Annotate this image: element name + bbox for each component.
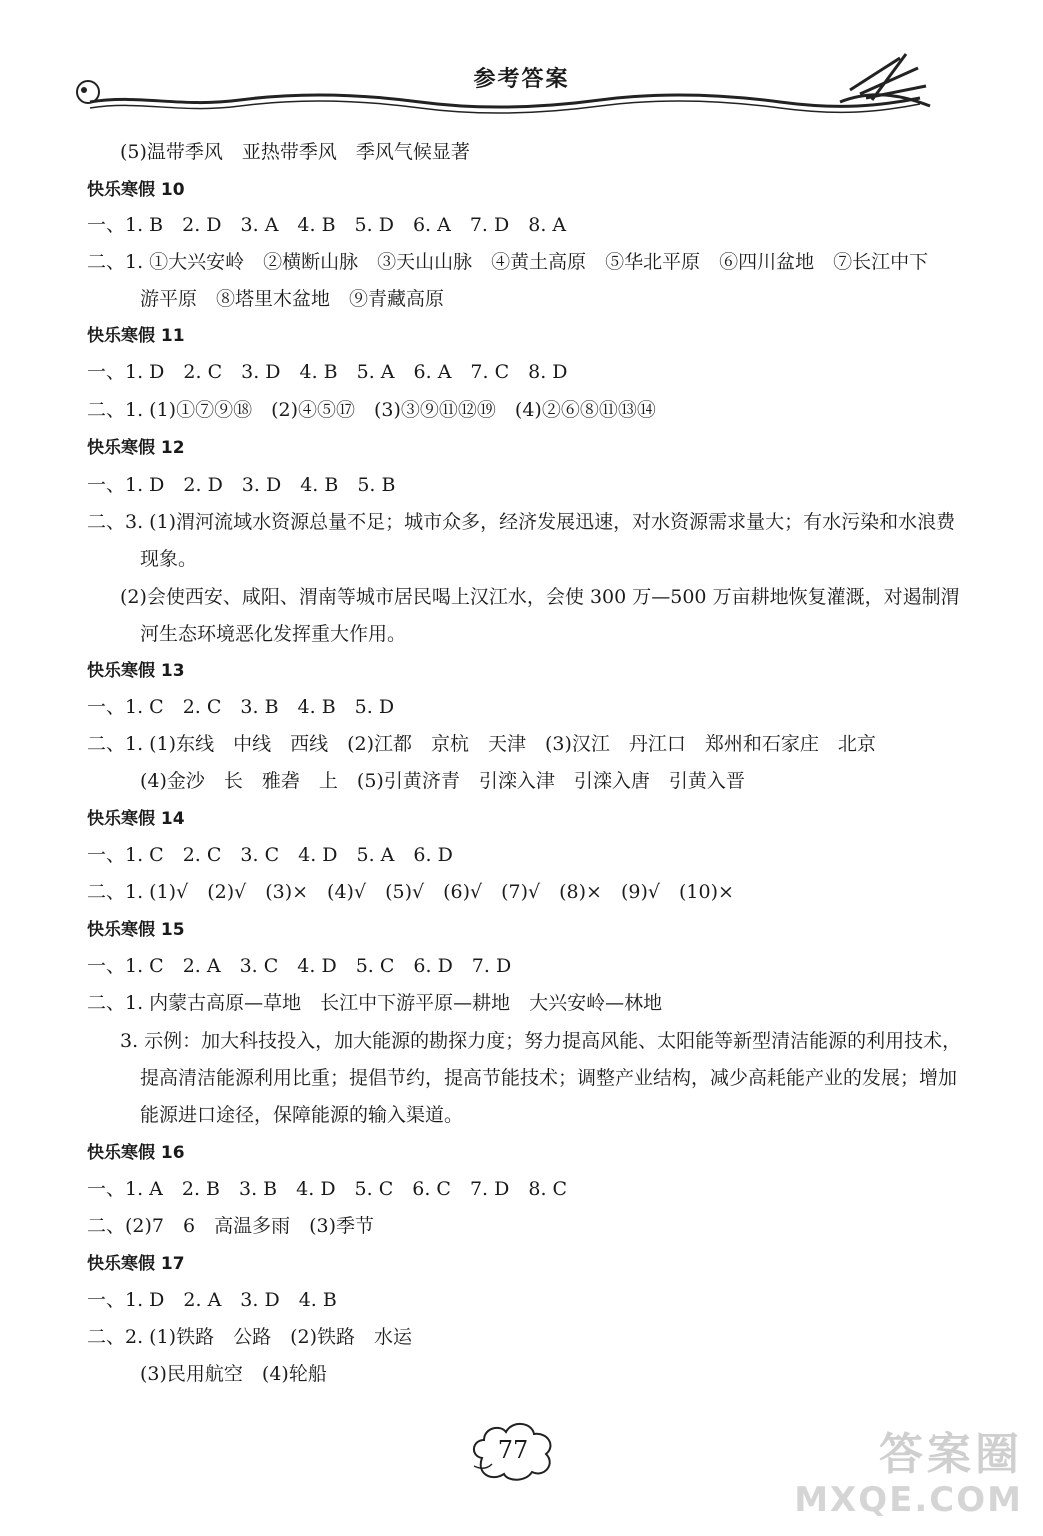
section-heading: 快乐寒假 10 — [87, 180, 185, 200]
answer-line: 一、1. C 2. A 3. C 4. D 5. C 6. D 7. D — [87, 955, 512, 977]
answer-line: 3. 示例：加大科技投入，加大能源的勘探力度；努力提高风能、太阳能等新型清洁能源的利用技术， — [120, 1030, 962, 1052]
section-heading: 快乐寒假 12 — [87, 438, 185, 458]
answer-line: 二、1. ①大兴安岭 ②横断山脉 ③天山山脉 ④黄土高原 ⑤华北平原 ⑥四川盆地 ⑦长江中下 — [87, 251, 929, 273]
answer-line: 一、1. D 2. C 3. D 4. B 5. A 6. A 7. C 8. D — [87, 361, 568, 383]
answer-line: 一、1. D 2. A 3. D 4. B — [87, 1289, 337, 1311]
section-heading: 快乐寒假 11 — [87, 326, 185, 346]
answer-line: 二、(2)7 6 高温多雨 (3)季节 — [87, 1215, 375, 1237]
answer-line: 游平原 ⑧塔里木盆地 ⑨青藏高原 — [140, 288, 445, 310]
section-heading: 快乐寒假 16 — [87, 1143, 185, 1163]
answer-line: 二、1. (1)①⑦⑨⑱ (2)④⑤⑰ (3)③⑨⑪⑫⑲ (4)②⑥⑧⑪⑬⑭ — [87, 399, 656, 421]
answer-line: (4)金沙 长 雅砻 上 (5)引黄济青 引滦入津 引滦入唐 引黄入晋 — [140, 770, 745, 792]
page-number: 77 — [497, 1436, 529, 1464]
section-heading: 快乐寒假 17 — [87, 1254, 185, 1274]
answer-line: 一、1. C 2. C 3. B 4. B 5. D — [87, 696, 395, 718]
answer-line: 二、1. 内蒙古高原—草地 长江中下游平原—耕地 大兴安岭—林地 — [87, 992, 663, 1014]
answer-line: 一、1. D 2. D 3. D 4. B 5. B — [87, 474, 396, 496]
section-heading: 快乐寒假 14 — [87, 809, 185, 829]
answer-line: 河生态环境恶化发挥重大作用。 — [140, 623, 407, 645]
answer-line: 二、1. (1)√ (2)√ (3)× (4)√ (5)√ (6)√ (7)√ (8)× (9)√ (10)× — [87, 881, 734, 903]
answer-line: 二、1. (1)东线 中线 西线 (2)江都 京杭 天津 (3)汉江 丹江口 郑州和石家庄 北京 — [87, 733, 876, 755]
answer-line: 二、2. (1)铁路 公路 (2)铁路 水运 — [87, 1326, 412, 1348]
answer-line: (5)温带季风 亚热带季风 季风气候显著 — [120, 141, 470, 163]
watermark-url: MXQE.COM — [794, 1480, 1023, 1520]
answer-line: 二、3. (1)渭河流域水资源总量不足；城市众多，经济发展迅速，对水资源需求量大；有水污染和水浪费 — [87, 511, 956, 533]
answer-line: 提高清洁能源利用比重；提倡节约，提高节能技术；调整产业结构，减少高耗能产业的发展；增加 — [140, 1067, 958, 1089]
answer-line: (2)会使西安、咸阳、渭南等城市居民喝上汉江水，会使 300 万—500 万亩耕地恢复灌溉，对遏制渭 — [120, 586, 960, 608]
watermark — [794, 1418, 1023, 1528]
answer-line: 现象。 — [140, 548, 198, 570]
watermark-logo: 答案圈 — [879, 1429, 1023, 1480]
page-number-badge — [468, 1418, 558, 1484]
section-heading: 快乐寒假 15 — [87, 920, 185, 940]
page-header-title: 参考答案 — [473, 66, 570, 92]
answer-line: 能源进口途径，保障能源的输入渠道。 — [140, 1104, 464, 1126]
answer-line: 一、1. A 2. B 3. B 4. D 5. C 6. C 7. D 8. C — [87, 1178, 568, 1200]
answer-line: 一、1. C 2. C 3. C 4. D 5. A 6. D — [87, 844, 453, 866]
section-heading: 快乐寒假 13 — [87, 661, 185, 681]
answer-line: 一、1. B 2. D 3. A 4. B 5. D 6. A 7. D 8. A — [87, 214, 567, 236]
answer-line: (3)民用航空 (4)轮船 — [140, 1363, 327, 1385]
